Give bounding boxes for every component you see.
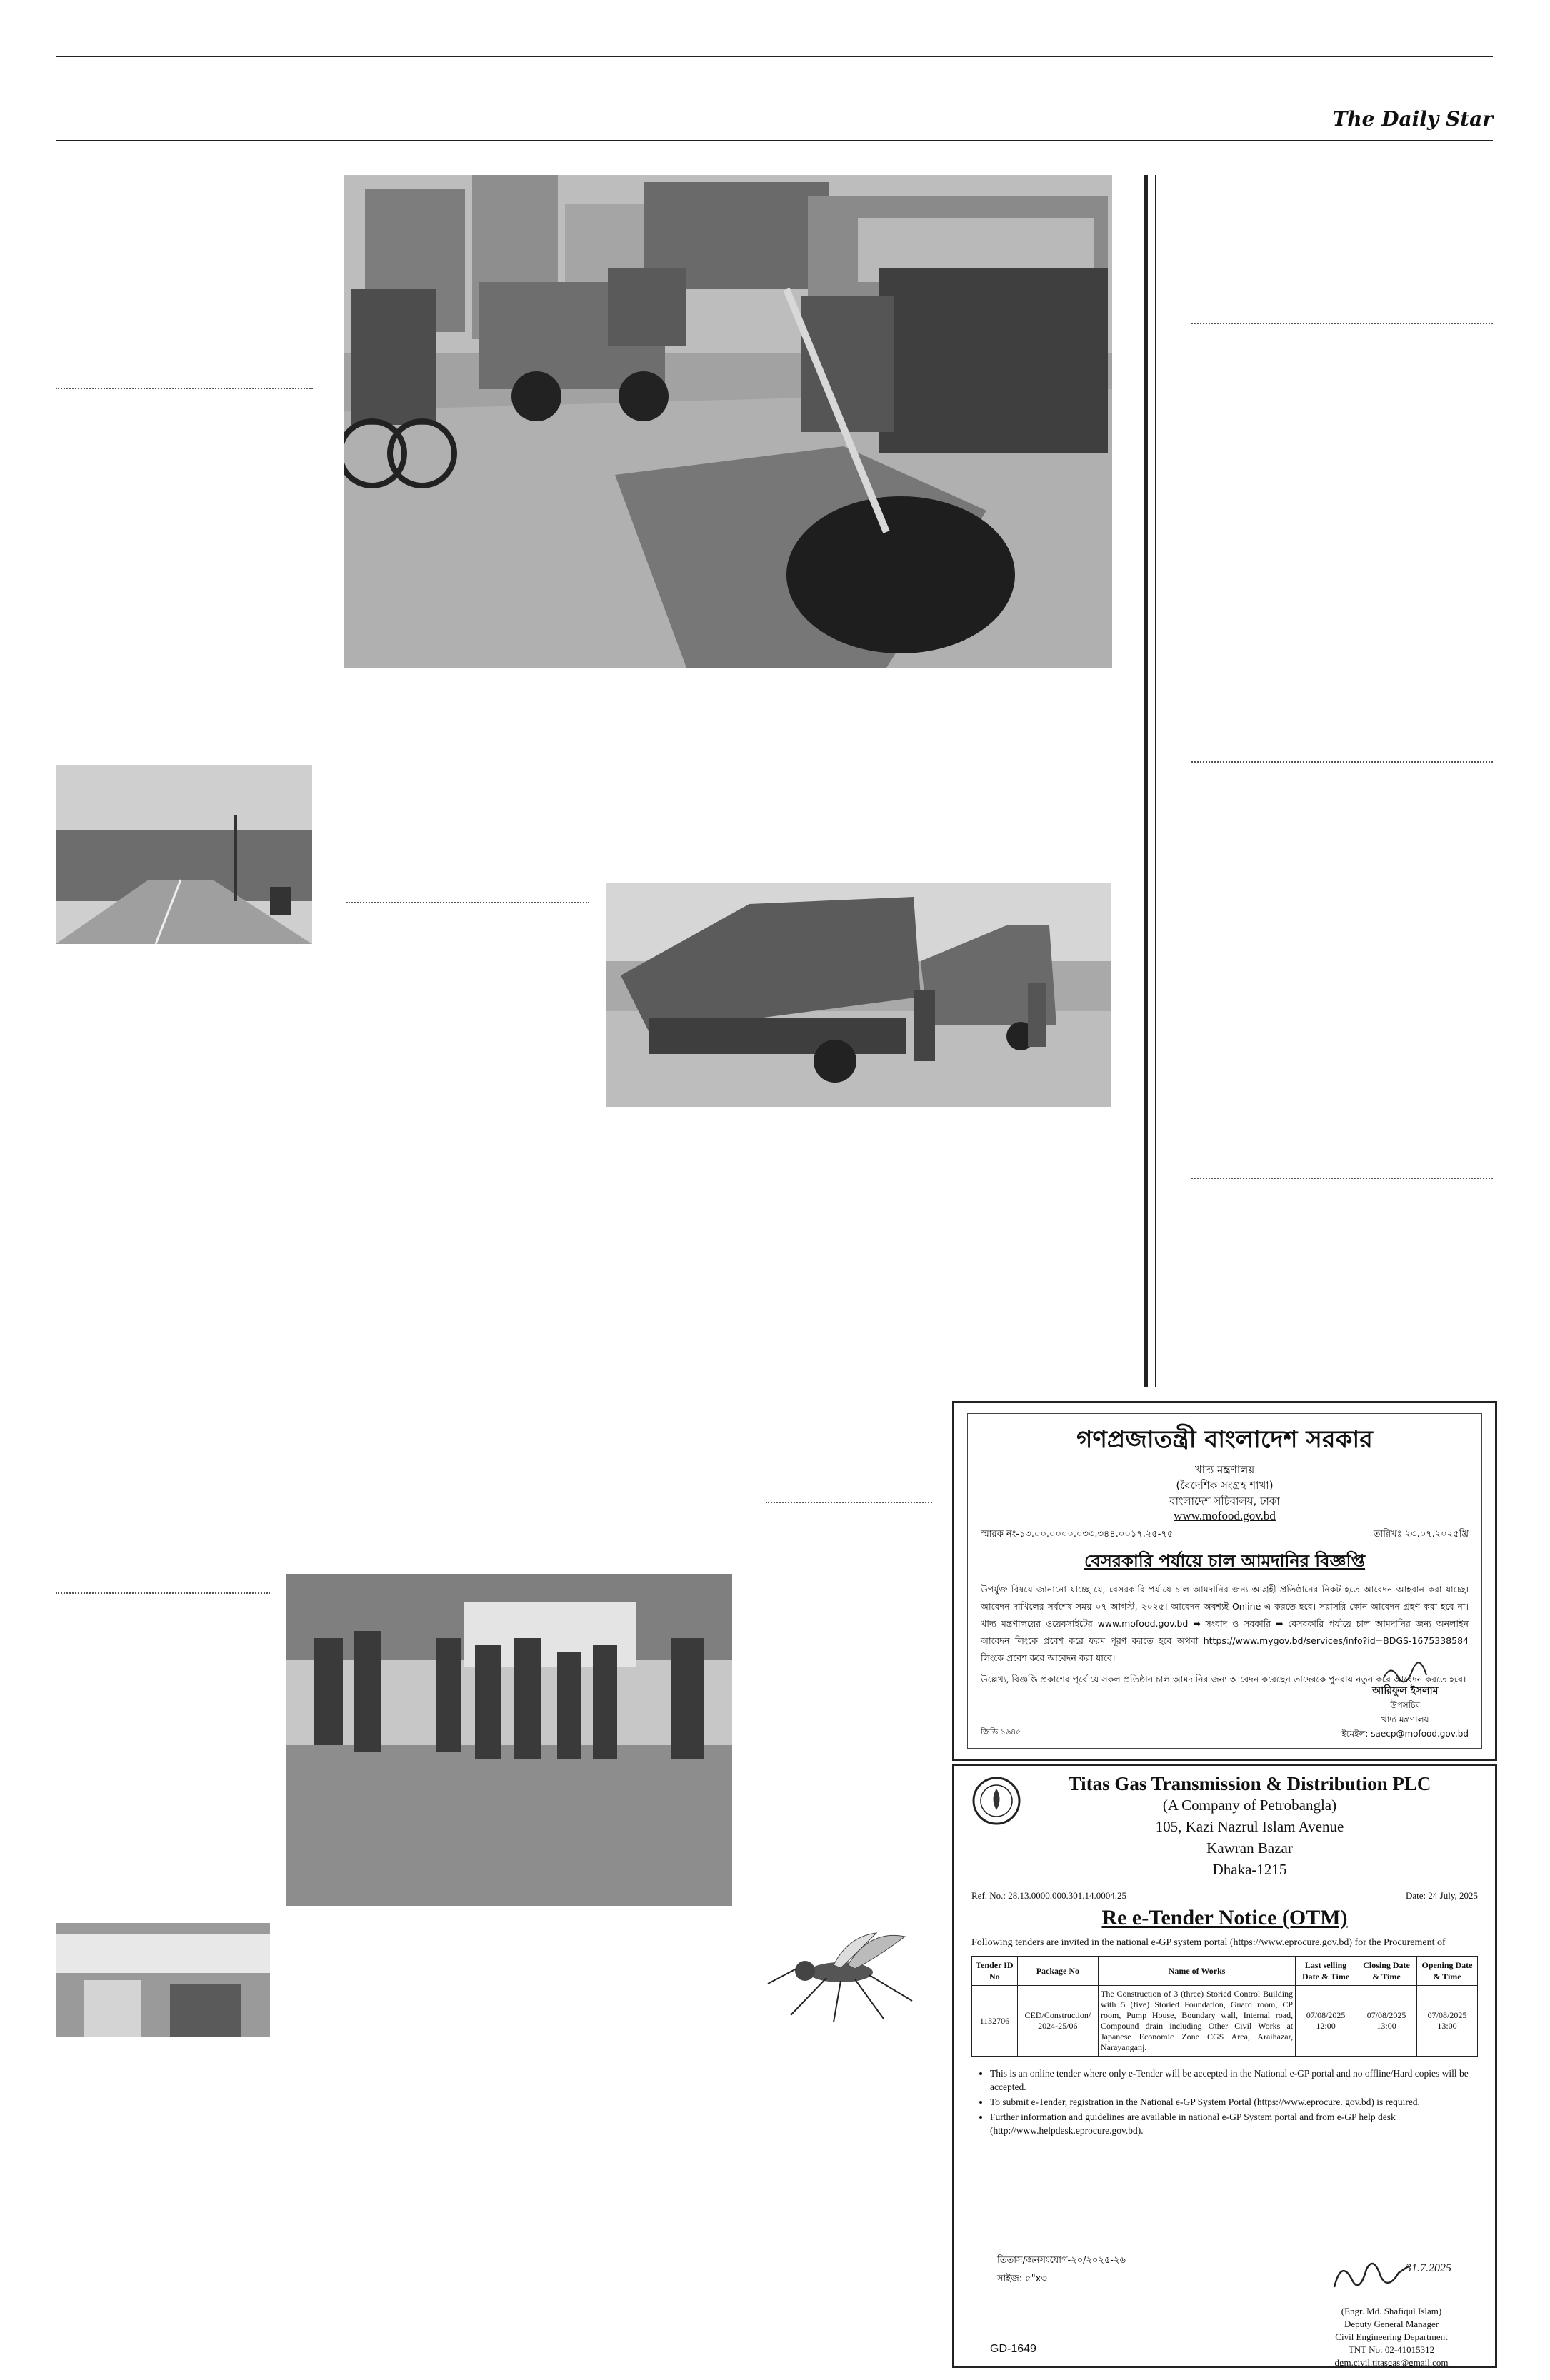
notice-ref: স্মারক নং-১৩.০০.০০০০.০৩৩.৩৪৪.০০১৭.২৫-৭৫ xyxy=(981,1529,1174,1540)
masthead-logo: The Daily Star xyxy=(1332,107,1493,131)
notice-wing: (বৈদেশিক সংগ্রহ শাখা) xyxy=(1176,1479,1274,1492)
tender-notes-list xyxy=(971,2067,1478,2137)
titas-signer-title: Deputy General Manager xyxy=(1344,2319,1439,2329)
section-rule xyxy=(346,902,589,903)
signature-icon xyxy=(1380,1662,1430,1684)
titas-gd-code: GD-1649 xyxy=(990,2343,1036,2355)
titas-address-3: Dhaka-1215 xyxy=(1212,1861,1287,1878)
titas-signer-dept: Civil Engineering Department xyxy=(1335,2331,1448,2342)
notice-signature-block xyxy=(1341,1662,1469,1741)
notice-ministry: খাদ্য মন্ত্রণালয় xyxy=(1194,1463,1255,1476)
titas-footer-ref-block xyxy=(997,2251,1126,2289)
section-rule xyxy=(56,388,313,389)
section-rule xyxy=(1191,323,1493,324)
titas-signer-email: dgm.civil.titasgas@gmail.com xyxy=(1334,2357,1449,2368)
titas-footer-ref: তিতাস/জনসংযোগ-২০/২০২৫-২৬ xyxy=(997,2255,1126,2266)
food-ministry-notice xyxy=(952,1401,1497,1761)
notice-signer-name: আরিফুল ইসলাম xyxy=(1372,1685,1439,1697)
notice-body: উপর্যুক্ত বিষয়ে জানানো যাচ্ছে যে, বেসরকারি পর্যায়ে চাল আমদানির জন্য আগ্রহী প্রতিষ্ঠানের নিকট হতে আবেদন আহবান করা যাচ্ছে। আবেদন দাখিলের সর্বশেষ সময় ০৭ আগস্ট, ২০২৫। আবেদন অবশ্যই Online-এ করতে হবে। সরাসরি কোন আবেদন গ্রহণ করা হবে না। খাদ্য মন্ত্রণালয়ের ওয়েবসাইটের www.mofood.gov.bd ➡ সংবাদ ও সরকারি ➡ বেসরকারি পর্যায়ে চাল আমদানির জন্য অনলাইন আবেদন লিংকে প্রবেশ করে ফরম পূরণ করতে হবে অথবা https://www.mygov.bd/services/info?id=BDGS-1675338584 লিংকে প্রবেশ করে আবেদন করা যাবে। xyxy=(981,1584,1469,1663)
titas-address-2: Kawran Bazar xyxy=(1206,1839,1293,1857)
tender-last-selling-cell: 07/08/2025 12:00 xyxy=(1296,1986,1356,2057)
tender-col-works: Name of Works xyxy=(1098,1957,1295,1986)
tender-id-cell: 1132706 xyxy=(972,1986,1018,2057)
tender-works-cell: The Construction of 3 (three) Storied Control Building with 5 (five) Storied Foundation, Guard room, CP room, Pump House, Boundary wall, Internal road, Compound drain including Other Civil Works at Japanese Economic Zone CGS Area, Araihazar, Narayanganj. xyxy=(1098,1986,1295,2057)
titas-subtitle: (A Company of Petrobangla) xyxy=(1162,1797,1337,1814)
signature-date: 31.7.2025 xyxy=(1406,2262,1451,2274)
tender-col-package: Package No xyxy=(1017,1957,1098,1986)
school-signboard-photo xyxy=(56,1923,270,2037)
titas-company-name: Titas Gas Transmission & Distribution PLC xyxy=(1068,1773,1431,1794)
tender-opening-cell: 07/08/2025 13:00 xyxy=(1417,1986,1478,2057)
titas-tender-notice xyxy=(952,1764,1497,2368)
notice-date: তারিখঃ ২৩.০৭.২০২৫খ্রি xyxy=(1373,1529,1469,1540)
list-item: • To submit e-Tender, registration in the National e-GP System Portal (https://www.eprocure. gov.bd) is required. xyxy=(990,2095,1478,2109)
titas-signature-block xyxy=(1316,2251,1466,2369)
children-flooded-schoolyard-photo xyxy=(286,1574,732,1906)
titas-signer-tnt: TNT No: 02-41015312 xyxy=(1348,2344,1435,2355)
tender-col-closing: Closing Date & Time xyxy=(1356,1957,1417,1986)
notice-secretariat: বাংলাদেশ সচিবালয়, ঢাকা xyxy=(1169,1495,1280,1507)
masthead-rule-top xyxy=(56,140,1493,141)
titas-signer-name: (Engr. Md. Shafiqul Islam) xyxy=(1341,2306,1442,2316)
sugarcane-carts-photo xyxy=(606,883,1111,1107)
table-row xyxy=(972,1986,1478,2057)
column-separator xyxy=(1144,175,1148,1387)
notice-signer-title: উপসচিব xyxy=(1390,1700,1421,1710)
notice-note: উল্লেখ্য, বিজ্ঞপ্তি প্রকাশের পূর্বে যে সকল প্রতিষ্ঠান চাল আমদানির জন্য আবেদন করেছেন তাদেরকে পুনরায় নতুন করে আবেদন করতে হবে। xyxy=(981,1674,1466,1684)
titas-logo-icon xyxy=(971,1776,1021,1826)
notice-signer-office: খাদ্য মন্ত্রণালয় xyxy=(1381,1714,1429,1724)
top-rule xyxy=(56,56,1493,57)
tender-col-id: Tender ID No xyxy=(972,1957,1018,1986)
section-rule xyxy=(1191,1178,1493,1179)
titas-date: Date: 24 July, 2025 xyxy=(1406,1890,1478,1901)
section-rule xyxy=(766,1502,932,1503)
tender-col-last-selling: Last selling Date & Time xyxy=(1296,1957,1356,1986)
notice-heading: বেসরকারি পর্যায়ে চাল আমদানির বিজ্ঞপ্তি xyxy=(1084,1551,1366,1571)
notice-website-link[interactable]: www.mofood.gov.bd xyxy=(1174,1509,1276,1522)
list-item: • This is an online tender where only e-Tender will be accepted in the National e-GP portal and no offline/Hard copies will be accepted. xyxy=(990,2067,1478,2094)
tender-closing-cell: 07/08/2025 13:00 xyxy=(1356,1986,1417,2057)
titas-intro: Following tenders are invited in the national e-GP system portal (https://www.eprocure.gov.bd) for the Procurement of xyxy=(971,1937,1446,1948)
titas-ref: Ref. No.: 28.13.0000.000.301.14.0004.25 xyxy=(971,1890,1127,1901)
mosquito-illustration xyxy=(762,1915,926,2029)
section-rule xyxy=(1191,761,1493,763)
rural-road-photo xyxy=(56,765,312,944)
titas-heading: Re e-Tender Notice (OTM) xyxy=(1101,1906,1348,1929)
section-rule xyxy=(56,1592,270,1594)
tender-package-cell: CED/Construction/ 2024-25/06 xyxy=(1017,1986,1098,2057)
list-item: • Further information and guidelines are available in national e-GP System portal and from e-GP help desk (http://www.helpdesk.eprocure.gov.bd). xyxy=(990,2110,1478,2137)
notice-code: জিডি ১৬৪৫ xyxy=(981,1727,1021,1737)
tender-col-opening: Opening Date & Time xyxy=(1417,1957,1478,1986)
titas-address-1: 105, Kazi Nazrul Islam Avenue xyxy=(1155,1818,1344,1835)
column-separator-thin xyxy=(1155,175,1156,1387)
street-manhole-photo xyxy=(344,175,1112,668)
titas-footer-size: সাইজ: ৫"x৩ xyxy=(997,2274,1047,2284)
signature-icon xyxy=(1320,2251,1463,2301)
notice-govt-title: গণপ্রজাতন্ত্রী বাংলাদেশ সরকার xyxy=(1076,1425,1373,1454)
tender-table xyxy=(971,1956,1478,2057)
notice-signer-email: ইমেইল: saecp@mofood.gov.bd xyxy=(1341,1729,1469,1739)
